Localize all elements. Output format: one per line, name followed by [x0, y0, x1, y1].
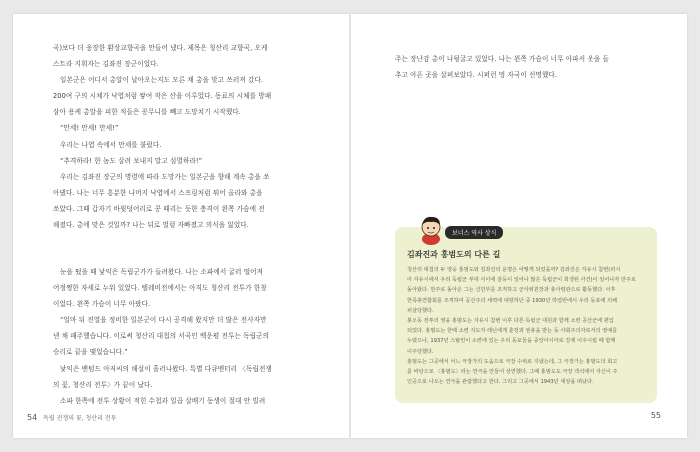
box-line: 피살당했다. — [407, 307, 434, 314]
text-line: 삼아 용케 총알을 피한 적들은 꽁무니를 빼고 도망치기 시작했다. — [53, 108, 241, 117]
text-line: 곡)보다 더 웅장한 환상교향곡을 만들어 냈다. 제목은 청산리 교향곡, 오케 — [53, 44, 268, 52]
text-line: 낯익은 밴텀드 아저씨의 해설이 흘러나왔다. 특별 다큐멘터리 〈독립전쟁 — [60, 364, 272, 373]
box-line: 돌아왔다. 만주로 돌아온 그는 신민부를 조직하고 군사위원장과 총사령관으로 활동했다. 이후 — [407, 287, 616, 294]
text-line: 눈을 떴을 때 낯익은 독립군가가 들려왔다. 나는 소파에서 굴러 떨어져 — [60, 268, 264, 276]
body-text-block-3 — [395, 51, 655, 83]
text-line: 우리는 나엽 속에서 만세를 불렀다. — [60, 140, 162, 149]
text-line: “얼마 뒤 전열을 정비한 일본군이 다시 공격해 왔지만 더 많은 전사자만 — [60, 316, 267, 325]
body-text-block-1 — [53, 40, 321, 233]
text-line: 낸 채 패주했습니다. 이로써 청산리 대첩의 서곡인 백운평 전투는 독립군의 — [53, 332, 270, 341]
box-line: 홍범도는 그곳에서 어느 극장가의 도움으로 극장 수위로 지냈는데, 그 극장가는 홍범도의 회고 — [407, 358, 618, 365]
text-line: 아댔다. 나는 너무 흥분한 나머지 낙엽에서 스프링처럼 튀어 올라와 총을 — [53, 188, 263, 197]
body-text-block-2 — [53, 264, 321, 409]
box-line: 청산리 대첩의 두 영웅 홍범도와 김좌진의 운명은 어떻게 되었을까? 김좌진은 자유시 참변(러시 — [407, 267, 621, 273]
page-number-right: 55 — [650, 411, 661, 420]
box-line: 아 자유시에서 우리 독립군 부대 사이에 갈등이 일어나 많은 독립군이 희생된 사건)이 일어나자 만주로 — [407, 277, 636, 284]
box-line: 되었다. 홍범도는 한때 소련 지도자 레닌에게 훈장과 권총을 받는 등 사회주의자로서의 영예를 — [407, 328, 618, 335]
running-title: 독립 전쟁의 꽃, 청산리 전투 — [43, 415, 117, 422]
text-line: 이었다. 왼쪽 가슴이 너무 아팠다. — [53, 300, 151, 309]
text-line: 주는 장난감 총이 나뒹굴고 있었다. 나는 왼쪽 가슴이 너무 아파서 옷을 들 — [395, 55, 609, 63]
text-line: 어정쩡한 자세로 누워 있었다. 텔레비전에서는 아직도 청산리 전투가 한창 — [53, 284, 267, 293]
box-body — [407, 265, 647, 387]
bonus-history-box — [395, 227, 657, 403]
text-line: 200여 구의 시체가 낙엽처럼 쌓여 작은 산을 이루었다. 동료의 시체를 방패 — [53, 92, 272, 101]
text-line: 일본군은 어디서 총알이 날아오는지도 모른 채 총을 맞고 쓰러져 갔다. — [60, 76, 264, 85]
text-line: 쏘았다. 그때 갑자기 바윗덩어리로 콩 때리는 듯한 충격이 왼쪽 가슴에 전 — [53, 204, 265, 213]
bonus-badge: 보너스 역사 상식 — [445, 226, 503, 239]
text-line: 승리로 끝을 맺었습니다.” — [53, 348, 128, 357]
box-header — [415, 213, 503, 245]
text-line: “만세! 만세! 만세!” — [60, 124, 119, 133]
text-line: “추격하라! 한 놈도 살려 보내지 말고 섬멸하라!” — [60, 156, 203, 165]
box-line: 인공으로 나오는 연극을 관람했다고 한다. 그리고 그곳에서 1943년 세상을 떠났다. — [407, 379, 594, 386]
boy-mascot-icon — [415, 213, 447, 245]
box-title: 김좌진과 홍범도의 다른 길 — [407, 250, 501, 259]
page-number: 54 — [27, 413, 38, 422]
text-line: 스트라 지휘자는 김좌진 장군이었다. — [53, 60, 159, 69]
box-line: 한족총연합회를 조직하여 공산주의 세력에 대항하던 중 1930년 하얼빈에서 우리 동포에 의해 — [407, 297, 618, 304]
box-line: 를 바탕으로 〈홍범도〉라는 연극을 만들어 상연했다. 그때 홍범도도 극장 객석에서 자신이 주 — [407, 369, 618, 376]
box-line: 봉오동 전투의 영웅 홍범도는 자유시 참변 이후 다른 독립군 대원과 함께 소련 공산군에 편입 — [407, 318, 614, 325]
left-footer — [27, 413, 116, 422]
left-page — [13, 14, 349, 438]
text-line: 추고 아픈 곳을 살펴보았다. 시퍼런 멍 자국이 선명했다. — [395, 71, 558, 80]
box-line: 이주당했다. — [407, 348, 434, 355]
text-line: 소파 한쪽에 전투 상황이 적힌 수첩과 일곱 살배기 동생이 절대 안 빌려 — [60, 396, 266, 405]
text-line: 해졌다. 총에 맞은 것일까? 나는 뒤로 벌렁 자빠졌고 의식을 잃었다. — [53, 221, 249, 230]
text-line: 우리는 김좌진 장군의 명령에 따라 도망가는 일본군을 향해 계속 총을 쏘 — [60, 172, 270, 181]
text-line: 의 꽃, 청산리 전투〉가 끝이 났다. — [53, 380, 153, 389]
box-line: 누렸으나, 1937년 스탈린이 소련에 있는 우리 동포들을 중앙아시아로 강제 이주시킬 때 함께 — [407, 338, 616, 345]
right-page — [351, 14, 687, 438]
